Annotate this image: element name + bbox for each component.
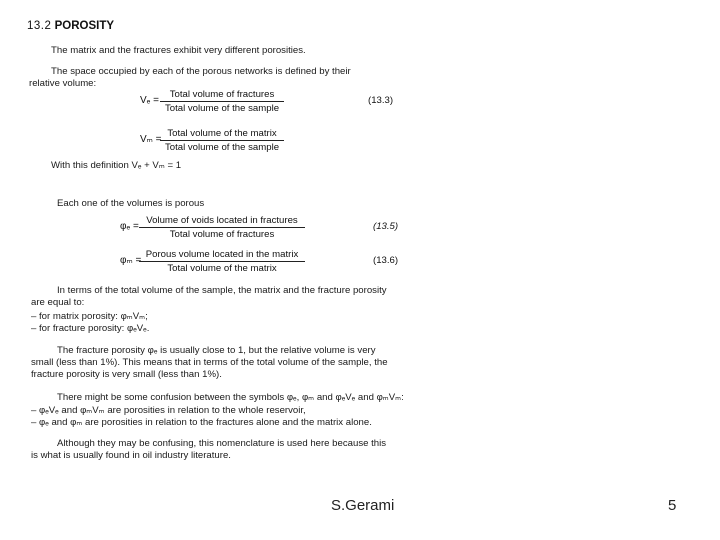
eq4-lhs: φₘ =	[120, 255, 142, 266]
paragraph-total-volume-line1: In terms of the total volume of the sample, the matrix and the fracture porosity	[57, 285, 387, 296]
paragraph-relative-volume-line1: The space occupied by each of the porous networks is defined by their	[51, 66, 351, 77]
eq4-denominator: Total volume of the matrix	[167, 263, 277, 274]
eq2-numerator: Total volume of the matrix	[160, 128, 284, 141]
section-number: 13.2	[27, 20, 52, 32]
footer-author: S.Gerami	[331, 497, 395, 514]
eq3-denominator: Total volume of fractures	[169, 229, 275, 240]
eq1-denominator: Total volume of the sample	[164, 103, 280, 114]
list-item-matrix-porosity: – for matrix porosity: φₘVₘ;	[31, 311, 148, 322]
paragraph-fracture-porosity-line2: small (less than 1%). This means that in terms of the total volume of the sample, the	[31, 357, 388, 368]
paragraph-relative-volume-line2: relative volume:	[29, 78, 97, 89]
paragraph-intro: The matrix and the fractures exhibit very different porosities.	[51, 45, 306, 56]
paragraph-nomenclature-line2: is what is usually found in oil industry literature.	[31, 450, 231, 461]
eq3-number: (13.5)	[373, 221, 399, 232]
eq2-lhs: Vₘ =	[140, 134, 162, 145]
page-number: 5	[668, 497, 677, 514]
paragraph-fracture-porosity-line3: fracture porosity is very small (less than 1%).	[31, 369, 222, 380]
eq1-number: (13.3)	[368, 95, 394, 106]
eq3-numerator: Volume of voids located in fractures	[139, 215, 305, 228]
list-item-fractures-matrix-alone: – φₑ and φₘ are porosities in relation to the fractures alone and the matrix alone.	[31, 417, 372, 428]
eq1-numerator: Total volume of fractures	[160, 89, 284, 102]
list-item-whole-reservoir: – φₑVₑ and φₘVₘ are porosities in relation to the whole reservoir,	[31, 405, 306, 416]
paragraph-confusion: There might be some confusion between the symbols φₑ, φₘ and φₑVₑ and φₘVₘ:	[57, 392, 404, 403]
eq2-denominator: Total volume of the sample	[164, 142, 280, 153]
eq4-fraction	[139, 249, 305, 274]
eq2-fraction	[160, 128, 284, 153]
eq4-number: (13.6)	[373, 255, 399, 266]
paragraph-nomenclature-line1: Although they may be confusing, this nomenclature is used here because this	[57, 438, 387, 449]
section-title: POROSITY	[54, 20, 115, 32]
eq3-fraction	[139, 215, 305, 240]
definition-line: With this definition Vₑ + Vₘ = 1	[51, 160, 182, 171]
eq1-lhs: Vₑ =	[140, 95, 160, 106]
section-heading	[27, 21, 114, 32]
eq3-lhs: φₑ =	[120, 221, 139, 232]
eq4-numerator: Porous volume located in the matrix	[139, 249, 305, 262]
paragraph-fracture-porosity-line1: The fracture porosity φₑ is usually close to 1, but the relative volume is very	[57, 345, 376, 356]
eq1-fraction	[160, 89, 284, 114]
paragraph-porous: Each one of the volumes is porous	[57, 198, 205, 209]
list-item-fracture-porosity: – for fracture porosity: φₑVₑ.	[31, 323, 150, 334]
paragraph-total-volume-line2: are equal to:	[31, 297, 85, 308]
